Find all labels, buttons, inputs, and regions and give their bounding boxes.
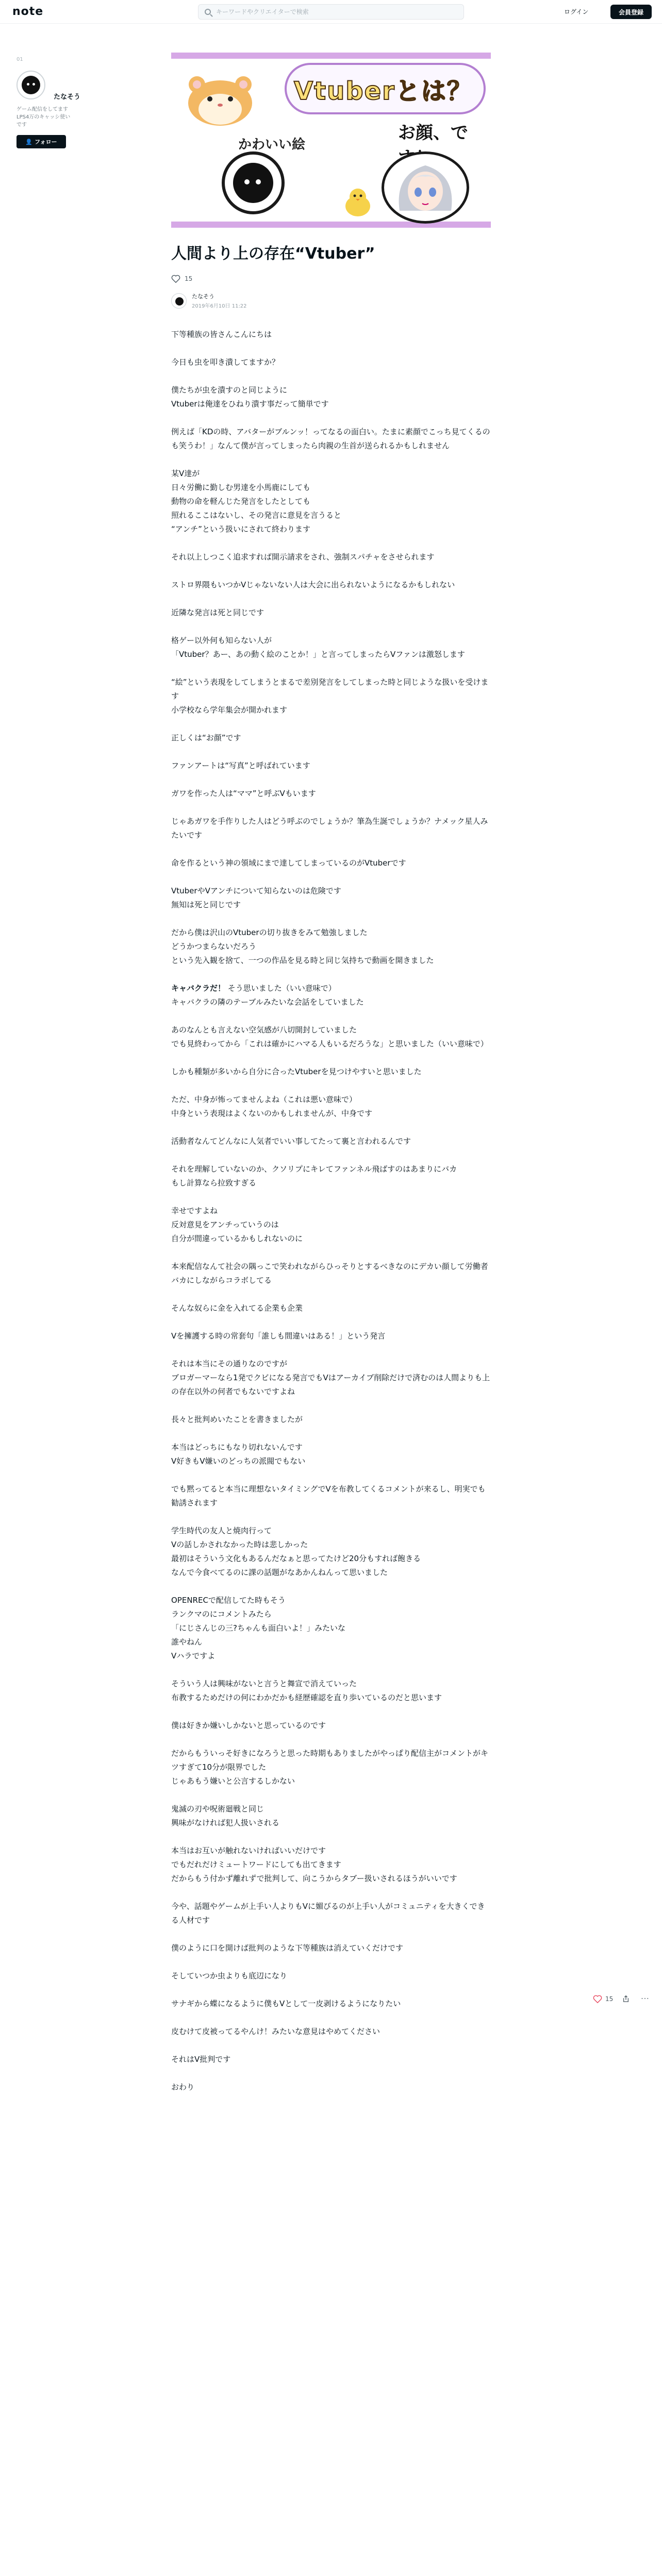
article-paragraph: でも黙ってると本当に理想ないタイミングでVを布教してくるコメントが来るし、明実でも勧誘されます xyxy=(171,1484,486,1507)
article-paragraph: 下等種族の皆さんこんにちは xyxy=(171,330,272,339)
eyecatch-title xyxy=(294,71,473,107)
note-logo[interactable]: note xyxy=(12,5,44,18)
byline xyxy=(171,292,491,309)
top-bar xyxy=(0,0,662,24)
eyecatch-face-label: お顔、で xyxy=(398,123,468,143)
article-paragraph: 学生時代の友人と焼肉行って Vの話しかされなかった時は悲しかった 最初はそういう文化もあるんだなぁと思ってたけど20分もすれば飽きる なんで今食べてるのに課の話題がなあかんねんって思いました xyxy=(171,1526,421,1577)
article-paragraph: 格ゲー以外何も知らない人が 「Vtuber？あー、あの動く絵のことか！」と言ってしまったらVファンは激怒します xyxy=(171,636,465,659)
sidebar-author-name[interactable]: たなそう xyxy=(54,93,81,101)
article xyxy=(171,242,491,2108)
article-paragraph: だから僕は沢山のVtuberの切り抜きをみて勉強しました どうかつまらないだろう という先入観を捨て、一つの作品を見る時と同じ気持ちで動画を開きました xyxy=(171,928,434,965)
floating-actions xyxy=(593,1995,650,2003)
sidebar-follow-label: フォロー xyxy=(35,139,57,145)
article-paragraph: 僕たちが虫を潰すのと同じように Vtuberは俺達をひねり潰す事だって簡単です xyxy=(171,385,329,409)
signup-button[interactable]: 会員登録 xyxy=(610,5,652,19)
article-paragraph: 某V達が 日々労働に勤しむ男達を小馬鹿にしても 動物の命を軽んじた発言をしたとしても 照れるここはないし、その発言に意見を言うると “アンチ”という扱いにされて終わります xyxy=(171,469,342,534)
article-paragraph: 長々と批判めいたことを書きましたが xyxy=(171,1415,303,1424)
sidebar-label: 01 xyxy=(16,57,23,62)
article-title: 人間より上の存在“Vtuber” xyxy=(171,245,375,263)
article-paragraph: OPENRECで配信してた時もそう ランクマのにコメントみたら 「にじさんじの三?ちゃんも面白いよ！」みたいな 誰やねん Vハラですよ xyxy=(171,1596,345,1660)
kfc-avatar-circle xyxy=(222,151,285,214)
article-paragraph: 近隣な発言は死と同じです xyxy=(171,608,264,617)
floating-like-count: 15 xyxy=(605,1995,614,2003)
vtuber-face-circle xyxy=(382,151,469,224)
like-count: 15 xyxy=(185,275,193,282)
sidebar-bio: ゲーム配信をしてます LPS4万のキャッシ使いです xyxy=(16,107,73,128)
eyecatch-cute-label: かわいい絵 xyxy=(238,137,306,152)
hamster-icon xyxy=(181,71,259,128)
article-paragraph: しかも種類が多いから自分に合ったVtuberを見つけやすいと思いました xyxy=(171,1067,422,1076)
byline-author[interactable]: たなそう xyxy=(192,293,214,300)
article-paragraph: そういう人は興味がないと言うと舞宣で消えていった 布教するためだけの何にわかだかも経歴確認を直り歩いているのだと思います xyxy=(171,1679,442,1702)
more-icon[interactable]: ··· xyxy=(641,1995,650,2003)
article-paragraph: Vを擁護する時の常套句「誰しも間違いはある！」という発言 xyxy=(171,1331,386,1341)
article-paragraph: 今日も虫を叩き潰してますか？ xyxy=(171,358,280,367)
eyecatch-stripe-bottom xyxy=(171,222,491,228)
article-paragraph: 僕のように口を開けば批判のような下等種族は消えていくだけです xyxy=(171,1943,404,1953)
article-paragraph: “絵”という表現をしてしまうとまるで差別発言をしてしまった時と同じような扱いを受けます 小学校なら学年集会が開かれます xyxy=(171,677,489,715)
search-input[interactable] xyxy=(216,8,443,15)
sidebar-author xyxy=(16,57,81,148)
article-paragraph: 本当はお互いが触れないければいいだけです でもだれだけミュートワードにしても出てきます だからもう付かず離れずで批判して、向こうからタブー扱いされるほうがいいです xyxy=(171,1846,457,1883)
floating-heart-icon[interactable] xyxy=(593,1995,602,2003)
article-paragraph: 本来配信なんて社会の隅っこで笑われながらひっそりとするべきなのにデカい顔して労働者バカにしながらコラボしてる xyxy=(171,1262,488,1285)
article-paragraph: 活動者なんてどんなに人気者でいい事してたって裏と言われるんです xyxy=(171,1137,411,1146)
article-paragraph: それ以上しつこく追求すれば開示請求をされ、強制スパチャをさせられます xyxy=(171,552,435,562)
search-box[interactable] xyxy=(198,4,464,20)
article-paragraph: 今や、話題やゲームが上手い人よりもVに媚びるのが上手い人がコミュニティを大きくできる人材です xyxy=(171,1902,485,1925)
article-paragraph: キャバクラだ！ そう思いました（いい意味で） キャバクラの隣のテーブルみたいな会話をしていました xyxy=(171,984,364,1007)
article-paragraph: おわり xyxy=(171,2082,195,2092)
article-paragraph: 僕は好きか嫌いしかないと思っているのです xyxy=(171,1721,326,1730)
article-paragraph: それを理解していないのか、クソリプにキレてファンネル飛ばすのはあまりにバカ もし計算なら拉致すぎる xyxy=(171,1164,457,1188)
article-paragraph: それはV批判です xyxy=(171,2055,231,2064)
search-icon xyxy=(205,9,211,15)
byline-avatar[interactable] xyxy=(171,293,187,309)
article-paragraph: じゃあガワを手作りした人はどう呼ぶのでしょうか？筆為生誕でしょうか？ナメック星人みたいです xyxy=(171,817,488,840)
article-paragraph: そしていつか虫よりも底辺になり xyxy=(171,1971,288,1980)
chick-icon xyxy=(341,185,374,218)
avatar[interactable] xyxy=(16,71,45,99)
article-body xyxy=(171,328,491,2094)
share-icon[interactable] xyxy=(622,1995,630,2003)
article-paragraph: 正しくは“お顔”です xyxy=(171,733,241,742)
byline-date: 2019年6月10日 11:22 xyxy=(192,303,247,309)
article-paragraph: それは本当にその通りなのですが ブロガーマーなら1発でクビになる発言でもVはアーカイブ削除だけで済むのは人間よりも上の存在以外の何者でもないですよね xyxy=(171,1359,490,1396)
article-paragraph: あのなんとも言えない空気感が八切開封していました でも見終わってから「これは確かにハマる人もいるだろうな」と思いました（いい意味で） xyxy=(171,1025,488,1048)
article-paragraph: 本当はどっちにもなり切れないんです V好きもV嫌いのどっちの派閥でもない xyxy=(171,1443,306,1466)
eyecatch-stripe-top xyxy=(171,53,491,59)
article-paragraph: ファンアートは“写真”と呼ばれています xyxy=(171,761,310,770)
heart-icon[interactable] xyxy=(171,275,180,283)
sidebar-follow-button[interactable] xyxy=(16,135,66,148)
like-summary[interactable] xyxy=(171,275,491,283)
vtuber-face-icon xyxy=(384,154,467,221)
article-paragraph: だからもういっそ好きになろうと思った時期もありましたがやっぱり配信主がコメントがキツすぎて10分が限界でした じゃあもう嫌いと公言するしかない xyxy=(171,1749,489,1786)
article-paragraph: VtuberやVアンチについて知らないのは危険です 無知は死と同じです xyxy=(171,886,341,909)
article-paragraph: ストロ界隈もいつかVじゃないない人は大会に出られないようになるかもしれない xyxy=(171,580,455,589)
article-paragraph: 幸せですよね 反対意見をアンチっていうのは 自分が間違っているかもしれないのに xyxy=(171,1206,303,1243)
eyecatch-image xyxy=(171,50,491,230)
article-paragraph: そんな奴らに金を入れてる企業も企業 xyxy=(171,1303,303,1313)
eyecatch-title-suffix: とは？ xyxy=(395,77,473,106)
eyecatch-title-main: Vtuber xyxy=(294,77,395,106)
article-paragraph: 例えば「KDの時、アバターがブルンッ！ってなるの面白い。たまに素顔でこっち見てくるのも笑うわ！」なんて僕が言ってしまったら肉親の生首が送られるかもしれません xyxy=(171,427,490,450)
article-paragraph: サナギから蝶になるように僕もVとして一皮剥けるようになりたい xyxy=(171,1999,401,2008)
article-paragraph: ただ、中身が怖ってませんよね（これは悪い意味で） 中身という表現はよくないのかもしれませんが、中身です xyxy=(171,1095,373,1118)
article-paragraph: 皮むけて皮被ってるやんけ！みたいな意見はやめてください xyxy=(171,2027,380,2036)
article-paragraph: 命を作るという神の領域にまで達してしまっているのがVtuberです xyxy=(171,858,406,868)
user-plus-icon: 👤 xyxy=(25,138,33,145)
article-paragraph: ガワを作った人は“ママ”と呼ぶVもいます xyxy=(171,789,316,798)
article-paragraph: 鬼滅の刃や呪術廻戦と同じ 興味がなければ犯人扱いされる xyxy=(171,1804,280,1827)
login-link[interactable]: ログイン xyxy=(564,8,589,15)
